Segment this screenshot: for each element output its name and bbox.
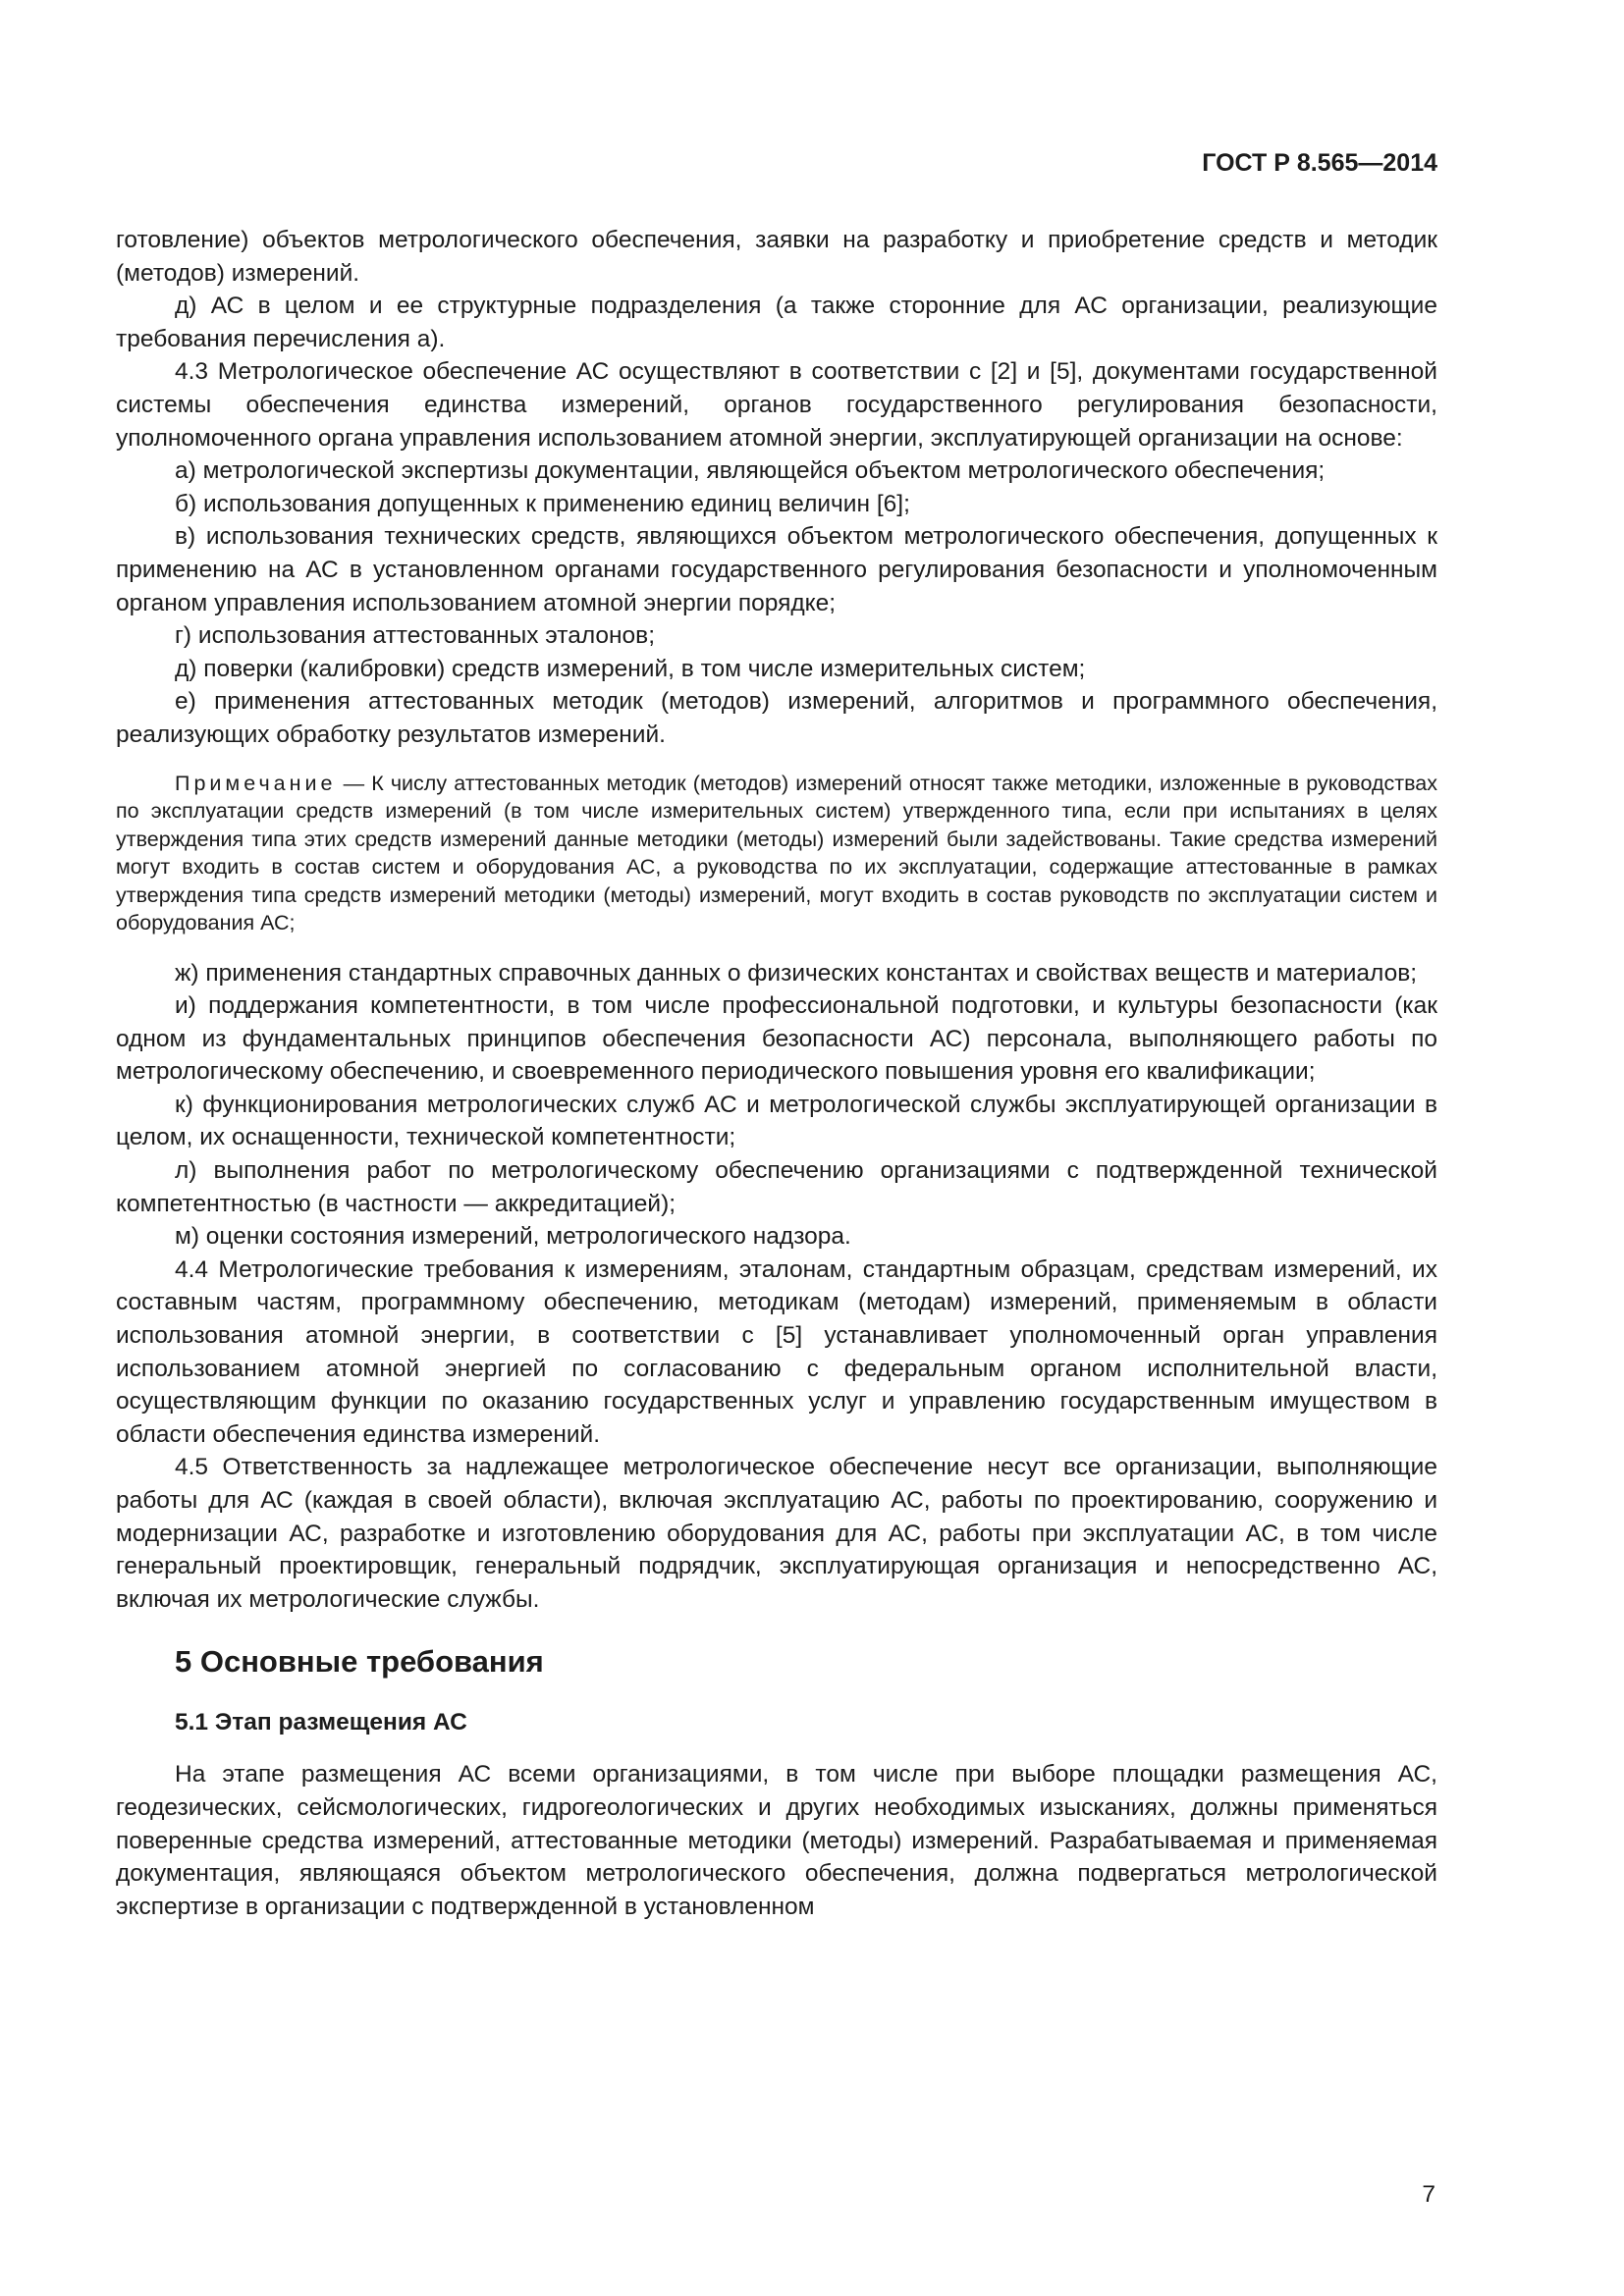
list-item-zh: ж) применения стандартных справочных данных о физических константах и свойствах веществ и материалов; <box>175 959 1418 987</box>
list-item-g: г) использования аттестованных эталонов; <box>175 622 655 650</box>
list-item-l: л) выполнения работ по метрологическому обеспечению организациями с подтвержденной технической компетентностью (в частности — аккредитацией); <box>116 1157 1437 1217</box>
list-item-a: а) метрологической экспертизы документации, являющейся объектом метрологического обеспечения; <box>175 457 1326 485</box>
list-item-b: б) использования допущенных к применению единиц величин [6]; <box>175 490 910 517</box>
clause-4-3: 4.3 Метрологическое обеспечение АС осуществляют в соответствии с [2] и [5], документами государственной системы обеспечения единства измерений, органов государственного регулирования безопасности, уполномоченного органа управления использованием атомной энергии, эксплуатирующей организации на основе: <box>116 358 1437 452</box>
note-block <box>116 770 1437 937</box>
list-item-m: м) оценки состояния измерений, метрологического надзора. <box>175 1223 851 1251</box>
document-header-code: ГОСТ Р 8.565—2014 <box>1202 149 1437 177</box>
list-item-d2: д) поверки (калибровки) средств измерений, в том числе измерительных систем; <box>175 655 1086 682</box>
clause-4-5: 4.5 Ответственность за надлежащее метрологическое обеспечение несут все организации, выполняющие работы для АС (каждая в своей области), включая эксплуатацию АС, работы по проектированию, сооружению и модернизации АС, разработке и изготовлению оборудования для АС, работы при эксплуатации АС, в том числе генеральный проектировщик, генеральный подрядчик, эксплуатирующая организация и непосредственно АС, включая их метрологические службы. <box>116 1454 1437 1613</box>
clause-4-4: 4.4 Метрологические требования к измерениям, эталонам, стандартным образцам, средствам измерений, их составным частям, программному обеспечению, методикам (методам) измерений, применяемым в области использования атомной энергии, в соответствии с [5] устанавливает уполномоченный орган управления использованием атомной энергией по согласованию с федеральным органом исполнительной власти, осуществляющим функции по оказанию государственных услуг и управлению государственным имуществом в области обеспечения единства измерений. <box>116 1255 1437 1448</box>
page-number: 7 <box>1422 2181 1435 2208</box>
section-heading: 5 Основные требования <box>175 1644 544 1680</box>
list-item-k: к) функционирования метрологических служб АС и метрологической службы эксплуатирующей организации в целом, их оснащенности, технической компетентности; <box>116 1091 1437 1151</box>
note-text: — К числу аттестованных методик (методов) измерений относят также методики, изложенные в руководствах по эксплуатации средств измерений (в том числе измерительных систем) утвержденного типа, если при испытаниях в целях утверждения типа этих средств измерений данные методики (методы) измерений были задействованы. Такие средства измерений могут входить в состав систем и оборудования АС, а руководства по их эксплуатации, содержащие аттестованные в рамках утверждения типа средств измерений методики (методы) измерений, могут входить в состав руководств по эксплуатации систем и оборудования АС; <box>116 771 1437 934</box>
note-label: Примечание <box>175 771 337 795</box>
clause-5-1-text: На этапе размещения АС всеми организациями, в том числе при выборе площадки размещения АС, геодезических, сейсмологических, гидрогеологических и других необходимых изысканиях, должны применяться поверенные средства измерений, аттестованные методики (методы) измерений. Разрабатываемая и применяемая документация, являющаяся объектом метрологического обеспечения, должна подвергаться метрологической экспертизе в организации с подтвержденной в установленном <box>116 1761 1437 1920</box>
list-item-e: е) применения аттестованных методик (методов) измерений, алгоритмов и программного обеспечения, реализующих обработку результатов измерений. <box>116 688 1437 748</box>
list-item-d: д) АС в целом и ее структурные подразделения (а также сторонние для АС организации, реализующие требования перечисления а). <box>116 293 1437 352</box>
document-body <box>116 224 1437 1923</box>
list-item-v: в) использования технических средств, являющихся объектом метрологического обеспечения, допущенных к применению на АС в установленном органами государственного регулирования безопасности и уполномоченным органом управления использованием атомной энергии порядке; <box>116 523 1437 616</box>
list-item-i: и) поддержания компетентности, в том числе профессиональной подготовки, и культуры безопасности (как одном из фундаментальных принципов обеспечения безопасности АС) персонала, выполняющего работы по метрологическому обеспечению, и своевременного периодического повышения уровня его квалификации; <box>116 992 1437 1086</box>
subsection-heading: 5.1 Этап размещения АС <box>175 1709 467 1736</box>
paragraph-continuation: готовление) объектов метрологического обеспечения, заявки на разработку и приобретение средств и методик (методов) измерений. <box>116 227 1437 287</box>
